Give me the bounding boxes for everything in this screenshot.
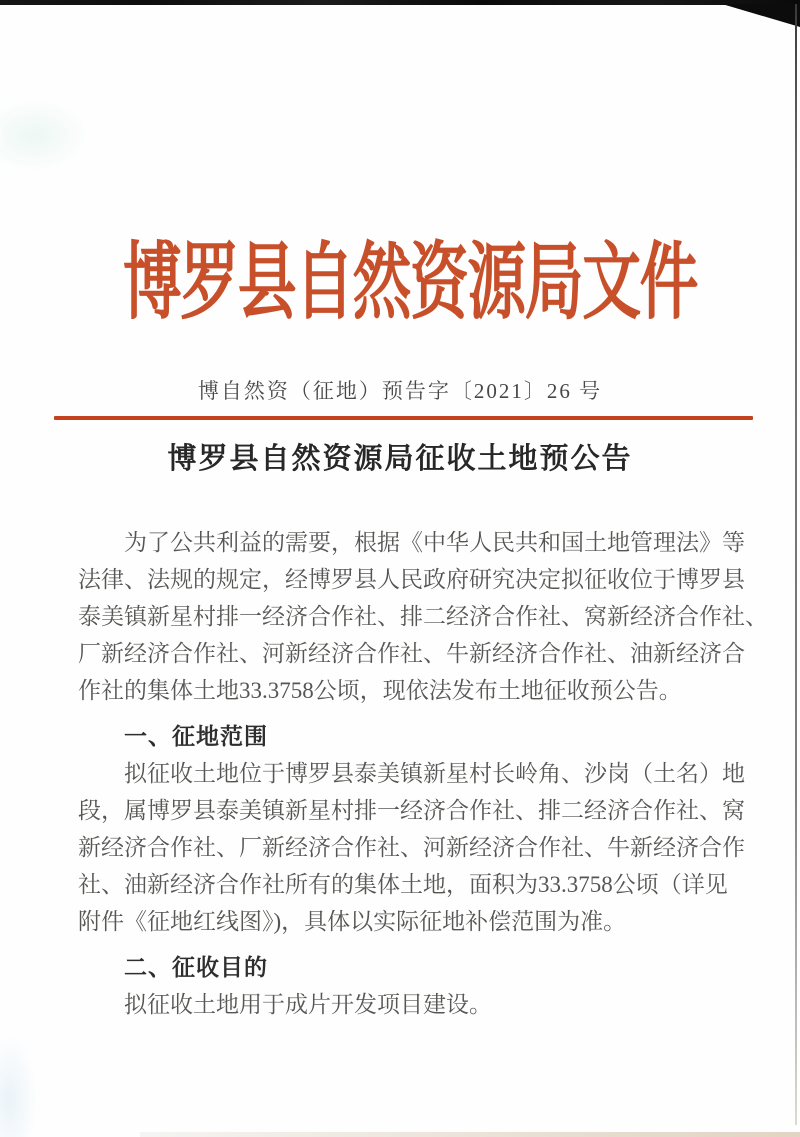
section-heading-purpose: 二、征收目的 [124,954,268,980]
body-line: 社、油新经济合作社所有的集体土地，面积为33.3758公顷（详见 [78,872,728,897]
body-line: 新经济合作社、厂新经济合作社、河新经济合作社、牛新经济合作 [78,835,745,860]
body-line: 法律、法规的规定，经博罗县人民政府研究决定拟征收位于博罗县 [78,567,745,592]
body-line: 附件《征地红线图》)，具体以实际征地补偿范围为准。 [78,909,627,934]
body-line: 厂新经济合作社、河新经济合作社、牛新经济合作社、油新经济合 [78,641,745,666]
scan-artifact-bottom-edge [140,1132,800,1137]
body-line: 拟征收土地位于博罗县泰美镇新星村长岭角、沙岗（土名）地 [124,761,745,786]
notice-title: 博罗县自然资源局征收土地预公告 [167,443,633,475]
red-divider-rule [54,416,753,420]
scan-artifact-bottom-left-tint [0,1035,37,1137]
body-line: 段，属博罗县泰美镇新星村排一经济合作社、排二经济合作社、窝 [78,798,745,823]
scan-artifact-top-right-wedge [722,4,800,27]
body-line: 为了公共利益的需要，根据《中华人民共和国土地管理法》等 [124,530,745,555]
scan-artifact-top-edge [0,0,800,5]
scan-artifact-left-tint [0,98,90,173]
body-line: 拟征收土地用于成片开发项目建设。 [124,992,492,1017]
body-line: 作社的集体土地33.3758公顷，现依法发布土地征收预公告。 [78,678,682,703]
section-heading-scope: 一、征地范围 [124,723,268,749]
agency-title-text: 博罗县自然资源局文件 [123,237,698,330]
body-line: 泰美镇新星村排一经济合作社、排二经济合作社、窝新经济合作社、 [78,604,768,629]
notice-text [78,524,778,1023]
agency-title [0,237,800,330]
document-number: 博自然资（征地）预告字〔2021〕26 号 [197,379,603,403]
scan-artifact-right-edge-line [795,4,797,1125]
